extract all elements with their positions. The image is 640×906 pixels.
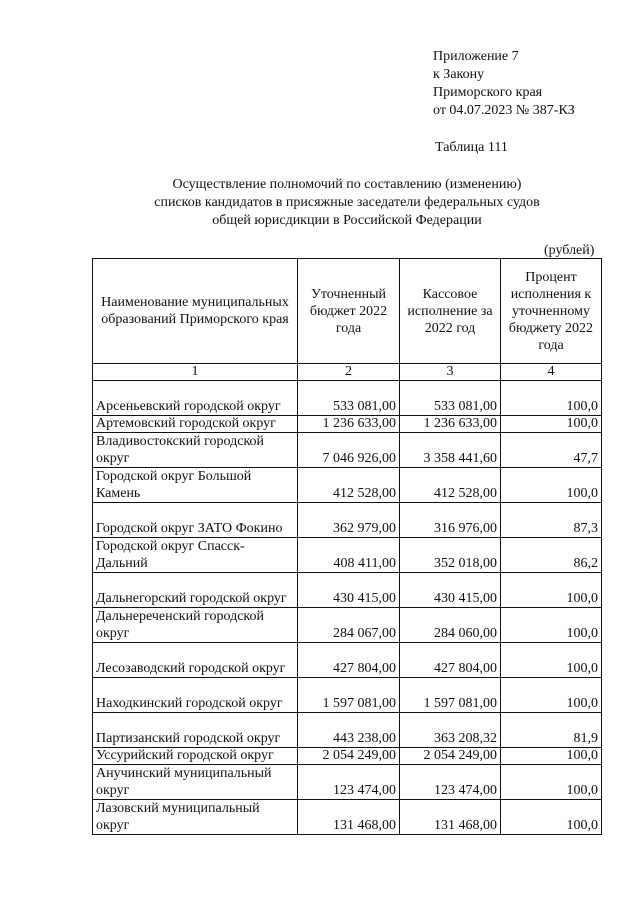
execution-value: 316 976,00 bbox=[400, 503, 501, 538]
table-row bbox=[93, 433, 602, 468]
municipality-name: Анучинский муниципальный округ bbox=[93, 765, 298, 800]
table-row bbox=[93, 416, 602, 433]
percent-value: 100,0 bbox=[501, 765, 602, 800]
table-row bbox=[93, 713, 602, 748]
budget-value: 412 528,00 bbox=[298, 468, 400, 503]
percent-value: 86,2 bbox=[501, 538, 602, 573]
percent-value: 100,0 bbox=[501, 573, 602, 608]
table-label: Таблица 111 bbox=[435, 140, 508, 155]
budget-value: 430 415,00 bbox=[298, 573, 400, 608]
budget-value: 2 054 249,00 bbox=[298, 748, 400, 765]
municipality-name: Владивостокский городской округ bbox=[93, 433, 298, 468]
municipality-name: Дальнереченский городской округ bbox=[93, 608, 298, 643]
percent-value: 100,0 bbox=[501, 608, 602, 643]
execution-value: 131 468,00 bbox=[400, 800, 501, 835]
table-row bbox=[93, 643, 602, 678]
budget-value: 443 238,00 bbox=[298, 713, 400, 748]
municipality-name: Уссурийский городской округ bbox=[93, 748, 298, 765]
document-title bbox=[92, 176, 602, 230]
table-row bbox=[93, 503, 602, 538]
appendix-reference bbox=[433, 48, 575, 120]
budget-value: 427 804,00 bbox=[298, 643, 400, 678]
municipality-name: Городской округ Большой Камень bbox=[93, 468, 298, 503]
execution-value: 1 597 081,00 bbox=[400, 678, 501, 713]
execution-value: 2 054 249,00 bbox=[400, 748, 501, 765]
table-row bbox=[93, 765, 602, 800]
percent-value: 100,0 bbox=[501, 748, 602, 765]
budget-value: 284 067,00 bbox=[298, 608, 400, 643]
execution-value: 412 528,00 bbox=[400, 468, 501, 503]
appendix-line: к Закону bbox=[433, 67, 485, 82]
percent-value: 100,0 bbox=[501, 416, 602, 433]
table-row bbox=[93, 800, 602, 835]
percent-value: 81,9 bbox=[501, 713, 602, 748]
header-execution: Кассовое исполнение за 2022 год bbox=[400, 259, 501, 364]
execution-value: 352 018,00 bbox=[400, 538, 501, 573]
table-row bbox=[93, 468, 602, 503]
municipality-name: Лесозаводский городской округ bbox=[93, 643, 298, 678]
budget-table bbox=[92, 258, 602, 835]
percent-value: 100,0 bbox=[501, 468, 602, 503]
execution-value: 363 208,32 bbox=[400, 713, 501, 748]
municipality-name: Артемовский городской округ bbox=[93, 416, 298, 433]
header-budget: Уточненный бюджет 2022 года bbox=[298, 259, 400, 364]
table-row bbox=[93, 608, 602, 643]
budget-value: 131 468,00 bbox=[298, 800, 400, 835]
percent-value: 100,0 bbox=[501, 678, 602, 713]
units-label: (рублей) bbox=[544, 243, 595, 258]
municipality-name: Арсеньевский городской округ bbox=[93, 381, 298, 416]
column-number: 3 bbox=[400, 364, 501, 381]
execution-value: 427 804,00 bbox=[400, 643, 501, 678]
appendix-line: Приморского края bbox=[433, 85, 543, 100]
table-row bbox=[93, 538, 602, 573]
title-line: Осуществление полномочий по составлению (изменению) bbox=[172, 177, 522, 192]
percent-value: 100,0 bbox=[501, 643, 602, 678]
execution-value: 123 474,00 bbox=[400, 765, 501, 800]
municipality-name: Находкинский городской округ bbox=[93, 678, 298, 713]
percent-value: 87,3 bbox=[501, 503, 602, 538]
budget-value: 1 236 633,00 bbox=[298, 416, 400, 433]
title-line: общей юрисдикции в Российской Федерации bbox=[212, 213, 482, 228]
execution-value: 3 358 441,60 bbox=[400, 433, 501, 468]
column-number: 4 bbox=[501, 364, 602, 381]
budget-value: 123 474,00 bbox=[298, 765, 400, 800]
title-line: списков кандидатов в присяжные заседатели федеральных судов bbox=[154, 195, 540, 210]
municipality-name: Городской округ Спасск-Дальний bbox=[93, 538, 298, 573]
column-number-row bbox=[93, 364, 602, 381]
table-row bbox=[93, 381, 602, 416]
execution-value: 533 081,00 bbox=[400, 381, 501, 416]
execution-value: 430 415,00 bbox=[400, 573, 501, 608]
budget-value: 362 979,00 bbox=[298, 503, 400, 538]
budget-value: 533 081,00 bbox=[298, 381, 400, 416]
municipality-name: Партизанский городской округ bbox=[93, 713, 298, 748]
table-row bbox=[93, 573, 602, 608]
budget-value: 7 046 926,00 bbox=[298, 433, 400, 468]
budget-value: 1 597 081,00 bbox=[298, 678, 400, 713]
percent-value: 100,0 bbox=[501, 381, 602, 416]
municipality-name: Дальнегорский городской округ bbox=[93, 573, 298, 608]
header-municipality: Наименование муниципальных образований Приморского края bbox=[93, 259, 298, 364]
table-row bbox=[93, 748, 602, 765]
table-row bbox=[93, 678, 602, 713]
percent-value: 100,0 bbox=[501, 800, 602, 835]
header-percent: Процент исполнения к уточненному бюджету 2022 года bbox=[501, 259, 602, 364]
percent-value: 47,7 bbox=[501, 433, 602, 468]
column-number: 1 bbox=[93, 364, 298, 381]
budget-value: 408 411,00 bbox=[298, 538, 400, 573]
appendix-line: от 04.07.2023 № 387-КЗ bbox=[433, 103, 575, 118]
execution-value: 1 236 633,00 bbox=[400, 416, 501, 433]
execution-value: 284 060,00 bbox=[400, 608, 501, 643]
municipality-name: Лазовский муниципальный округ bbox=[93, 800, 298, 835]
column-number: 2 bbox=[298, 364, 400, 381]
municipality-name: Городской округ ЗАТО Фокино bbox=[93, 503, 298, 538]
table-header-row bbox=[93, 259, 602, 364]
appendix-line: Приложение 7 bbox=[433, 49, 519, 64]
